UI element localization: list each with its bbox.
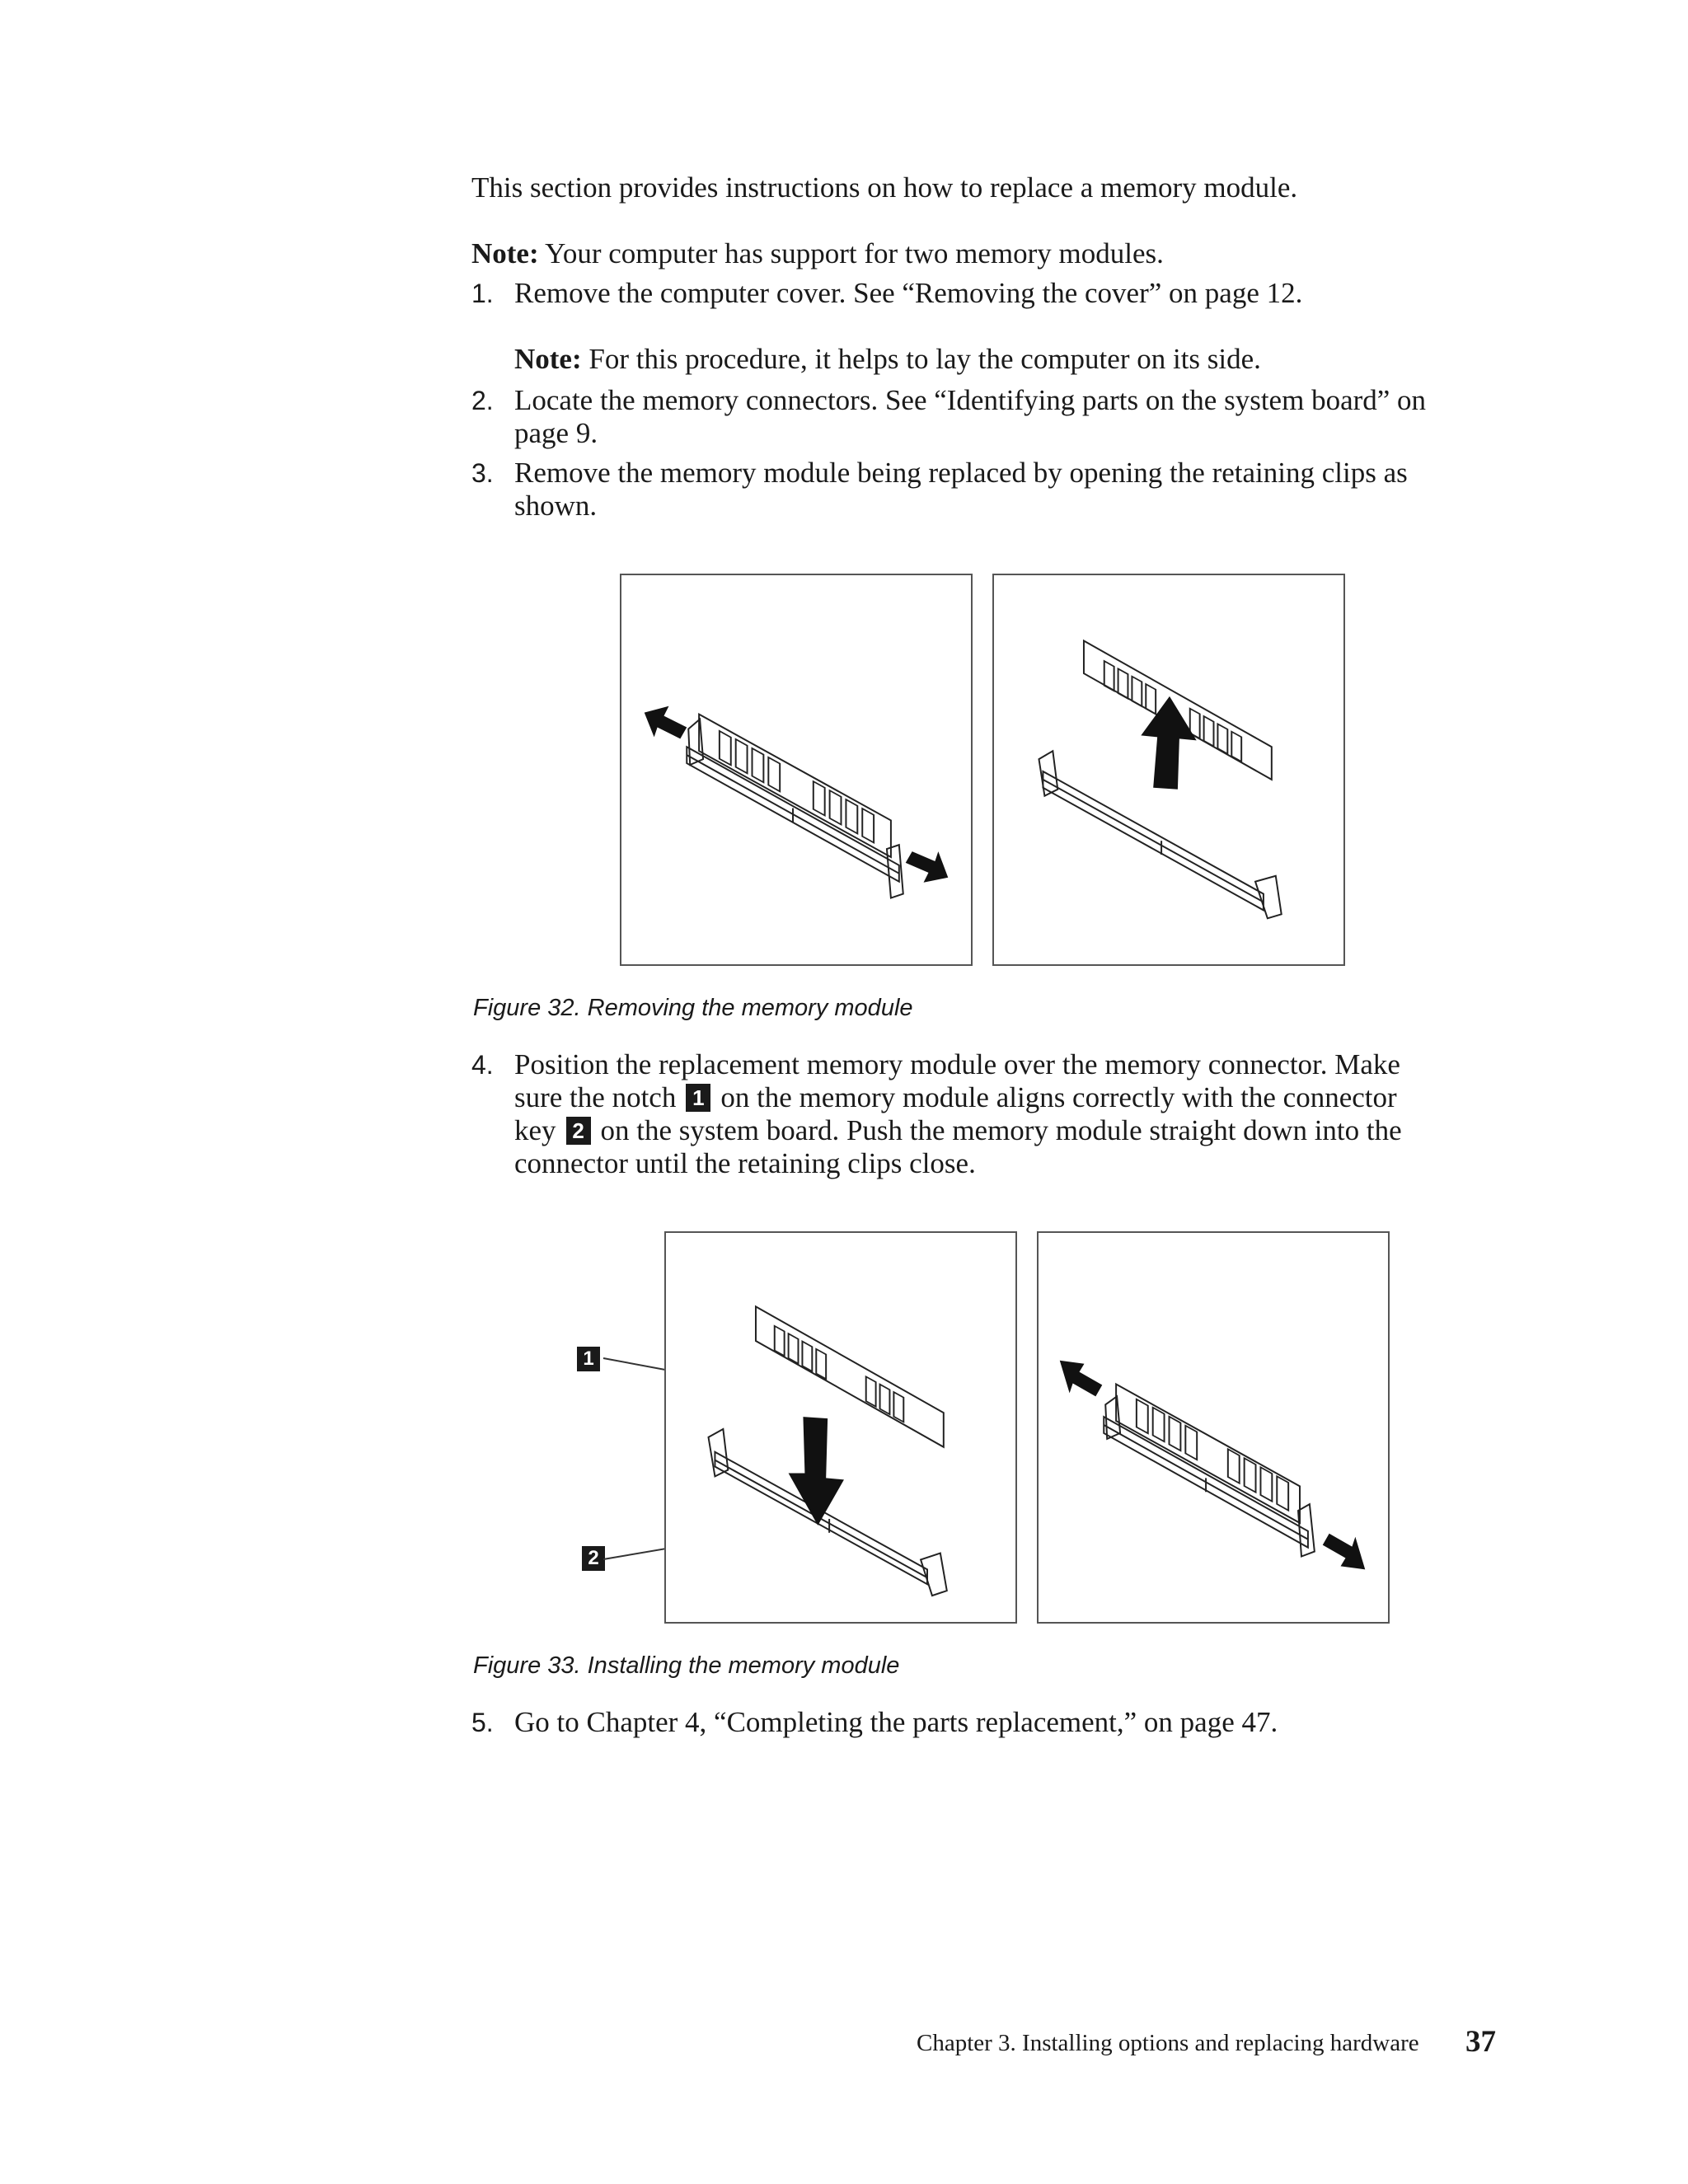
memory-slot-clips-close-illustration [1039,1233,1388,1622]
memory-module-insert-illustration [666,1233,1015,1622]
step-4-line-1: Position the replacement memory module over the memory connector. Make [514,1048,1400,1080]
step-3-line-1: Remove the memory module being replaced by opening the retaining clips as [514,457,1408,489]
step-5-number: 5. [471,1708,494,1737]
step-4-text-a: sure the notch [514,1081,677,1113]
footer-chapter-title: Chapter 3. Installing options and replacing hardware [917,2030,1419,2056]
intro-paragraph: This section provides instructions on how to replace a memory module. [471,171,1298,204]
figure-33-callout-2: 2 [582,1546,605,1571]
step-4-number: 4. [471,1050,494,1080]
step-2-line-2: page 9. [514,417,598,449]
step-4-line-3 [514,1114,1402,1147]
figure-32-panel-lift-module [992,574,1345,966]
figure-32-caption: Figure 32. Removing the memory module [473,995,913,1021]
step-4-line-4: connector until the retaining clips close. [514,1147,976,1179]
figure-33-panel-insert-module [664,1231,1017,1624]
note-memory-support [471,237,1164,270]
callout-badge-2: 2 [566,1117,591,1145]
memory-module-lift-illustration [994,575,1343,964]
figure-32-panel-open-clips [620,574,973,966]
step-3-line-2: shown. [514,490,598,522]
step-1-number: 1. [471,279,494,308]
note-text: Your computer has support for two memory modules. [545,237,1164,269]
note-label: Note: [514,343,582,375]
note-text: For this procedure, it helps to lay the computer on its side. [588,343,1261,375]
step-3-number: 3. [471,458,494,488]
step-2-number: 2. [471,386,494,415]
note-procedure [514,343,1261,376]
step-4-line-2 [514,1081,1397,1114]
callout-badge-1: 1 [686,1084,710,1112]
figure-33-panel-clips-close [1037,1231,1390,1624]
step-4-text-d: on the system board. Push the memory module straight down into the [600,1114,1402,1146]
step-2-line-1: Locate the memory connectors. See “Identifying parts on the system board” on [514,384,1427,416]
step-4-text-b: on the memory module aligns correctly with the connector [720,1081,1397,1113]
step-4-text-c: key [514,1114,556,1146]
memory-slot-open-clips-illustration [621,575,971,964]
step-5-text: Go to Chapter 4, “Completing the parts replacement,” on page 47. [514,1706,1278,1738]
note-label: Note: [471,237,539,269]
page-number: 37 [1465,2025,1496,2059]
step-1-text: Remove the computer cover. See “Removing the cover” on page 12. [514,277,1303,309]
figure-33-caption: Figure 33. Installing the memory module [473,1652,900,1679]
figure-33-callout-1: 1 [577,1347,600,1371]
